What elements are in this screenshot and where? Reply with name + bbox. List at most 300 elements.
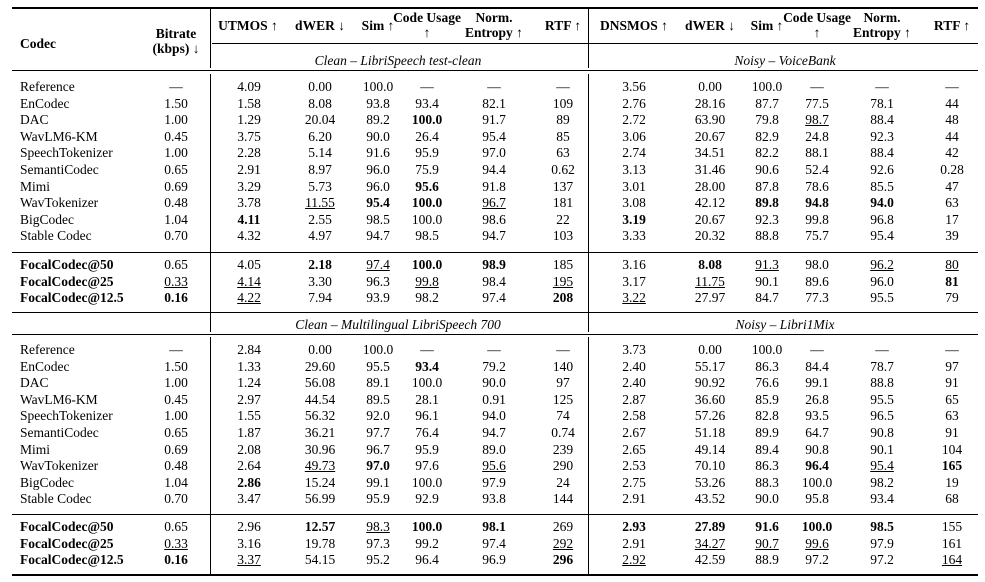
bitrate-cell: 1.04	[164, 211, 188, 227]
table-cell: 3.08	[622, 195, 646, 211]
table-cell: 93.4	[415, 358, 439, 374]
table-cell: 5.14	[308, 145, 332, 161]
bitrate-cell: 0.70	[164, 491, 188, 507]
table-cell: 44	[945, 95, 959, 111]
table-cell: 4.09	[237, 79, 261, 94]
bitrate-cell: 0.65	[164, 162, 188, 177]
table-cell: 97.0	[366, 458, 390, 474]
table-cell: 88.8	[755, 228, 779, 244]
table-cell: 92.3	[870, 128, 894, 144]
bitrate-cell: 0.69	[164, 178, 188, 194]
table-cell: —	[945, 79, 959, 94]
table-cell: —	[487, 342, 501, 357]
table-cell: 0.28	[940, 162, 964, 177]
row-label: Mimi	[20, 441, 51, 457]
table-cell: 98.7	[805, 112, 829, 128]
table-cell: 11.75	[695, 273, 725, 289]
bitrate-cell: 0.16	[164, 552, 188, 568]
section-title-clean: Clean – Multilingual LibriSpeech 700	[295, 317, 501, 332]
table-cell: 88.4	[870, 145, 894, 161]
header-col: dWER ↓	[295, 18, 345, 33]
table-cell: 94.0	[870, 195, 894, 211]
table-cell: 89.2	[366, 112, 390, 128]
table-cell: 89.9	[755, 425, 779, 440]
table-cell: 2.40	[622, 375, 646, 391]
table-cell: 3.37	[237, 552, 261, 568]
table-cell: 4.22	[237, 290, 261, 306]
table-cell: 90.8	[805, 441, 829, 457]
table-cell: 4.32	[237, 228, 261, 244]
header-bitrate: Bitrate (kbps) ↓	[152, 26, 200, 56]
table-cell: 90.8	[870, 425, 894, 440]
row-label: Stable Codec	[20, 491, 92, 507]
table-cell: 96.1	[415, 408, 439, 424]
table-cell: 95.6	[415, 178, 439, 194]
subheader-rule	[212, 43, 978, 44]
bitrate-cell: 0.65	[164, 519, 188, 534]
table-cell: 30.96	[304, 441, 336, 457]
row-label: FocalCodec@12.5	[20, 552, 124, 568]
table-cell: 98.2	[870, 474, 894, 490]
table-cell: 98.5	[870, 519, 894, 534]
bitrate-cell: 1.50	[164, 358, 188, 374]
table-cell: 12.57	[304, 519, 336, 534]
table-cell: 92.6	[870, 162, 894, 177]
table-cell: 1.87	[237, 425, 261, 440]
table-cell: 97.6	[415, 458, 439, 474]
table-cell: 95.2	[366, 552, 390, 568]
table-cell: 42	[945, 145, 959, 161]
table-cell: 27.89	[694, 519, 726, 534]
table-cell: 185	[552, 257, 574, 272]
table-cell: 91.3	[755, 257, 779, 272]
table-cell: 2.91	[237, 162, 261, 177]
table-cell: 109	[552, 95, 574, 111]
row-label: WavTokenizer	[20, 458, 99, 474]
table-cell: 96.8	[870, 211, 894, 227]
table-cell: 44.54	[304, 391, 336, 407]
bitrate-cell: 1.00	[164, 408, 188, 424]
body-separator	[210, 337, 211, 514]
table-cell: 103	[552, 228, 574, 244]
table-cell: 3.33	[622, 228, 646, 244]
table-cell: 82.1	[482, 95, 506, 111]
table-cell: 98.9	[482, 257, 506, 272]
focal-rule	[12, 514, 978, 515]
row-label: Stable Codec	[20, 228, 92, 244]
table-cell: 91.7	[482, 112, 506, 128]
row-label: BigCodec	[20, 474, 74, 490]
table-cell: 11.55	[305, 195, 335, 211]
table-cell: 99.8	[805, 211, 829, 227]
table-cell: 95.4	[482, 128, 506, 144]
table-cell: 56.08	[304, 375, 336, 391]
table-cell: 54.15	[304, 552, 336, 568]
table-cell: 93.4	[415, 95, 439, 111]
table-cell: —	[487, 79, 501, 94]
table-cell: 79	[945, 290, 959, 306]
table-cell: 100.0	[411, 195, 443, 211]
table-cell: 208	[552, 290, 574, 306]
bottom-rule	[12, 574, 978, 576]
table-cell: —	[420, 342, 434, 357]
table-cell: 100.0	[751, 342, 783, 357]
table-cell: 1.33	[237, 358, 261, 374]
table-cell: 296	[552, 552, 574, 568]
table-cell: 0.00	[308, 79, 332, 94]
table-cell: 24	[556, 474, 570, 490]
table-cell: 85	[556, 128, 570, 144]
table-cell: 28.00	[694, 178, 726, 194]
bitrate-cell: 1.00	[164, 375, 188, 391]
table-cell: 31.46	[694, 162, 726, 177]
row-label: WavLM6-KM	[20, 128, 98, 144]
table-cell: 47	[945, 178, 959, 194]
row-label: WavTokenizer	[20, 195, 99, 211]
table-cell: 2.91	[622, 535, 646, 551]
table-cell: 28.16	[694, 95, 726, 111]
table-cell: 94.7	[482, 228, 506, 244]
table-cell: 93.8	[482, 491, 506, 507]
table-cell: 144	[552, 491, 574, 507]
table-cell: 2.72	[622, 112, 646, 128]
table-cell: 98.6	[482, 211, 506, 227]
table-cell: 1.24	[237, 375, 261, 391]
table-cell: 91.6	[366, 145, 390, 161]
table-cell: 48	[945, 112, 959, 128]
table-cell: 97.7	[366, 425, 390, 440]
row-label: FocalCodec@25	[20, 273, 114, 289]
table-cell: 0.91	[482, 391, 506, 407]
table-cell: 19	[945, 474, 959, 490]
table-cell: 84.4	[805, 358, 829, 374]
table-cell: 63	[945, 408, 959, 424]
section-separator	[588, 49, 589, 68]
bitrate-cell: 1.50	[164, 95, 188, 111]
table-cell: 20.04	[304, 112, 336, 128]
table-cell: 20.67	[694, 211, 726, 227]
table-cell: 8.97	[308, 162, 332, 177]
table-cell: 17	[945, 211, 959, 227]
table-cell: 95.9	[366, 491, 390, 507]
table-cell: 87.7	[755, 95, 779, 111]
table-cell: 42.12	[694, 195, 726, 211]
table-cell: 290	[552, 458, 574, 474]
table-cell: 88.8	[870, 375, 894, 391]
row-label: WavLM6-KM	[20, 391, 98, 407]
table-cell: 5.73	[308, 178, 332, 194]
table-cell: 56.32	[304, 408, 336, 424]
table-cell: 86.3	[755, 458, 779, 474]
table-cell: 94.4	[482, 162, 506, 177]
table-cell: 55.17	[694, 358, 726, 374]
table-cell: 95.4	[870, 228, 894, 244]
body-separator	[210, 514, 211, 574]
table-cell: 95.9	[415, 441, 439, 457]
table-cell: 161	[941, 535, 963, 551]
table-cell: 89.4	[755, 441, 779, 457]
table-cell: 181	[552, 195, 574, 211]
body-separator	[210, 252, 211, 312]
table-cell: 95.5	[870, 391, 894, 407]
header-col: Code Usage ↑	[783, 10, 851, 40]
table-cell: 97.2	[870, 552, 894, 568]
table-cell: 0.00	[698, 342, 722, 357]
table-cell: 98.5	[366, 211, 390, 227]
table-cell: 87.8	[755, 178, 779, 194]
table-cell: 2.08	[237, 441, 261, 457]
table-cell: 68	[945, 491, 959, 507]
table-cell: 91.6	[755, 519, 779, 534]
table-cell: 65	[945, 391, 959, 407]
table-cell: 98.1	[482, 519, 506, 534]
table-cell: 3.06	[622, 128, 646, 144]
table-cell: 98.3	[366, 519, 390, 534]
table-cell: 137	[552, 178, 574, 194]
table-cell: 34.51	[694, 145, 726, 161]
table-cell: 100.0	[751, 79, 783, 94]
table-cell: 57.26	[694, 408, 726, 424]
row-label: DAC	[20, 375, 49, 391]
table-cell: —	[556, 342, 570, 357]
header-col: DNSMOS ↑	[600, 18, 668, 33]
table-cell: 99.6	[805, 535, 829, 551]
table-cell: 6.20	[308, 128, 332, 144]
table-cell: 43.52	[694, 491, 726, 507]
table-cell: 4.11	[237, 211, 261, 227]
row-label: DAC	[20, 112, 49, 128]
table-cell: 97.4	[482, 290, 506, 306]
table-cell: 29.60	[304, 358, 336, 374]
table-cell: 100.0	[411, 112, 443, 128]
table-cell: 79.2	[482, 358, 506, 374]
header-col: Norm. Entropy ↑	[465, 10, 523, 40]
table-cell: 99.1	[366, 474, 390, 490]
table-cell: 164	[941, 552, 963, 568]
table-cell: 3.13	[622, 162, 646, 177]
table-cell: —	[875, 79, 889, 94]
table-cell: 2.55	[308, 211, 332, 227]
table-cell: 98.2	[415, 290, 439, 306]
table-cell: 20.32	[694, 228, 726, 244]
header-col: dWER ↓	[685, 18, 735, 33]
table-cell: 89	[556, 112, 570, 128]
table-cell: 51.18	[694, 425, 726, 440]
table-cell: —	[945, 342, 959, 357]
table-cell: 88.1	[805, 145, 829, 161]
row-label: Mimi	[20, 178, 51, 194]
table-cell: 15.24	[304, 474, 336, 490]
table-cell: 2.76	[622, 95, 646, 111]
table-cell: 96.4	[415, 552, 439, 568]
table-cell: 3.16	[622, 257, 646, 272]
table-cell: 52.4	[805, 162, 829, 177]
table-cell: 100.0	[411, 211, 443, 227]
table-cell: 93.8	[366, 95, 390, 111]
table-cell: 26.8	[805, 391, 829, 407]
table-cell: 63	[556, 145, 570, 161]
body-separator	[588, 74, 589, 312]
header-col: Norm. Entropy ↑	[853, 10, 911, 40]
table-cell: 95.9	[415, 145, 439, 161]
table-cell: 155	[941, 519, 963, 534]
table-cell: 99.1	[805, 375, 829, 391]
table-cell: 100.0	[411, 474, 443, 490]
table-cell: 3.19	[622, 211, 646, 227]
table-cell: 84.7	[755, 290, 779, 306]
table-cell: 82.9	[755, 128, 779, 144]
table-cell: 165	[941, 458, 963, 474]
table-cell: 2.91	[622, 491, 646, 507]
table-cell: 56.99	[304, 491, 336, 507]
body-separator	[210, 74, 211, 252]
table-cell: 4.05	[237, 257, 261, 272]
table-cell: 3.75	[237, 128, 261, 144]
section-title-noisy: Noisy – VoiceBank	[734, 53, 836, 68]
table-cell: 26.4	[415, 128, 439, 144]
table-cell: 100.0	[801, 474, 833, 490]
table-cell: 22	[556, 211, 570, 227]
bitrate-cell: —	[169, 342, 183, 357]
table-cell: 2.84	[237, 342, 261, 357]
table-cell: 63.90	[694, 112, 726, 128]
table-cell: 44	[945, 128, 959, 144]
header-col: UTMOS ↑	[218, 18, 278, 33]
bitrate-cell: 0.65	[164, 257, 188, 272]
table-cell: 3.56	[622, 79, 646, 94]
table-cell: 28.1	[415, 391, 439, 407]
table-cell: 85.9	[755, 391, 779, 407]
table-cell: 2.64	[237, 458, 261, 474]
table-cell: 77.3	[805, 290, 829, 306]
bitrate-cell: —	[169, 79, 183, 94]
table-cell: 2.28	[237, 145, 261, 161]
table-cell: 269	[552, 519, 574, 534]
section-rule	[12, 70, 978, 71]
table-cell: 75.9	[415, 162, 439, 177]
table-cell: 100.0	[362, 342, 394, 357]
row-label: Reference	[20, 342, 75, 357]
table-cell: 2.67	[622, 425, 646, 440]
table-cell: 8.08	[308, 95, 332, 111]
table-cell: 97	[945, 358, 959, 374]
table-cell: 92.9	[415, 491, 439, 507]
table-cell: 2.97	[237, 391, 261, 407]
table-cell: 24.8	[805, 128, 829, 144]
body-separator	[588, 337, 589, 574]
table-cell: 96.0	[366, 162, 390, 177]
table-cell: 3.29	[237, 178, 261, 194]
table-cell: 97	[556, 375, 570, 391]
table-cell: 8.08	[698, 257, 722, 272]
table-cell: 97.9	[482, 474, 506, 490]
table-cell: 96.3	[366, 273, 390, 289]
table-cell: —	[810, 342, 824, 357]
table-cell: 97.9	[870, 535, 894, 551]
table-cell: 0.62	[551, 162, 575, 177]
table-cell: 2.58	[622, 408, 646, 424]
table-cell: 98.4	[482, 273, 506, 289]
table-cell: 91	[945, 425, 959, 440]
table-cell: 53.26	[694, 474, 726, 490]
row-label: FocalCodec@12.5	[20, 290, 124, 306]
table-cell: 93.5	[805, 408, 829, 424]
table-cell: 88.3	[755, 474, 779, 490]
table-cell: 3.73	[622, 342, 646, 357]
row-label: SemantiCodec	[20, 425, 99, 440]
table-cell: 97.2	[805, 552, 829, 568]
section-separator	[210, 49, 211, 68]
bitrate-cell: 1.00	[164, 112, 188, 128]
table-cell: 91.8	[482, 178, 506, 194]
table-cell: 95.5	[366, 358, 390, 374]
table-cell: 76.4	[415, 425, 439, 440]
table-cell: 94.7	[482, 425, 506, 440]
section-title-clean: Clean – LibriSpeech test-clean	[314, 53, 482, 68]
row-label: SpeechTokenizer	[20, 408, 113, 424]
table-cell: 78.1	[870, 95, 894, 111]
table-cell: 95.5	[870, 290, 894, 306]
table-cell: 90.92	[694, 375, 726, 391]
bitrate-cell: 0.33	[164, 535, 188, 551]
focal-rule	[12, 252, 978, 253]
header-col: RTF ↑	[544, 18, 582, 33]
table-cell: 97.3	[366, 535, 390, 551]
table-cell: 49.14	[694, 441, 726, 457]
header-col: Code Usage ↑	[393, 10, 461, 40]
row-label: SemantiCodec	[20, 162, 99, 177]
table-cell: 95.6	[482, 458, 506, 474]
table-cell: 93.4	[870, 491, 894, 507]
table-cell: 90.6	[755, 162, 779, 177]
table-cell: 195	[552, 273, 574, 289]
table-cell: 89.5	[366, 391, 390, 407]
row-label: FocalCodec@50	[20, 519, 114, 534]
table-cell: 78.7	[870, 358, 894, 374]
table-cell: 92.3	[755, 211, 779, 227]
table-cell: 2.86	[237, 474, 261, 490]
table-cell: 96.2	[870, 257, 894, 272]
table-cell: 2.93	[622, 519, 646, 534]
table-cell: 4.97	[308, 228, 332, 244]
table-cell: 2.65	[622, 441, 646, 457]
table-cell: 93.9	[366, 290, 390, 306]
row-label: BigCodec	[20, 211, 74, 227]
table-cell: 92.0	[366, 408, 390, 424]
table-cell: 2.92	[622, 552, 646, 568]
table-cell: 96.7	[366, 441, 390, 457]
table-cell: 2.87	[622, 391, 646, 407]
table-cell: 70.10	[694, 458, 726, 474]
table-cell: 36.21	[304, 425, 336, 440]
bitrate-cell: 1.04	[164, 474, 188, 490]
table-cell: 95.4	[366, 195, 390, 211]
table-cell: 78.6	[805, 178, 829, 194]
table-cell: 82.2	[755, 145, 779, 161]
bitrate-cell: 0.70	[164, 228, 188, 244]
table-cell: 90.7	[755, 535, 779, 551]
table-cell: 63	[945, 195, 959, 211]
table-cell: 88.9	[755, 552, 779, 568]
table-cell: 7.94	[308, 290, 332, 306]
table-cell: 94.0	[482, 408, 506, 424]
table-cell: 97.4	[482, 535, 506, 551]
table-cell: 100.0	[801, 519, 833, 534]
table-cell: 34.27	[694, 535, 726, 551]
bitrate-cell: 0.45	[164, 128, 188, 144]
table-cell: 1.58	[237, 95, 261, 111]
table-cell: 98.5	[415, 228, 439, 244]
